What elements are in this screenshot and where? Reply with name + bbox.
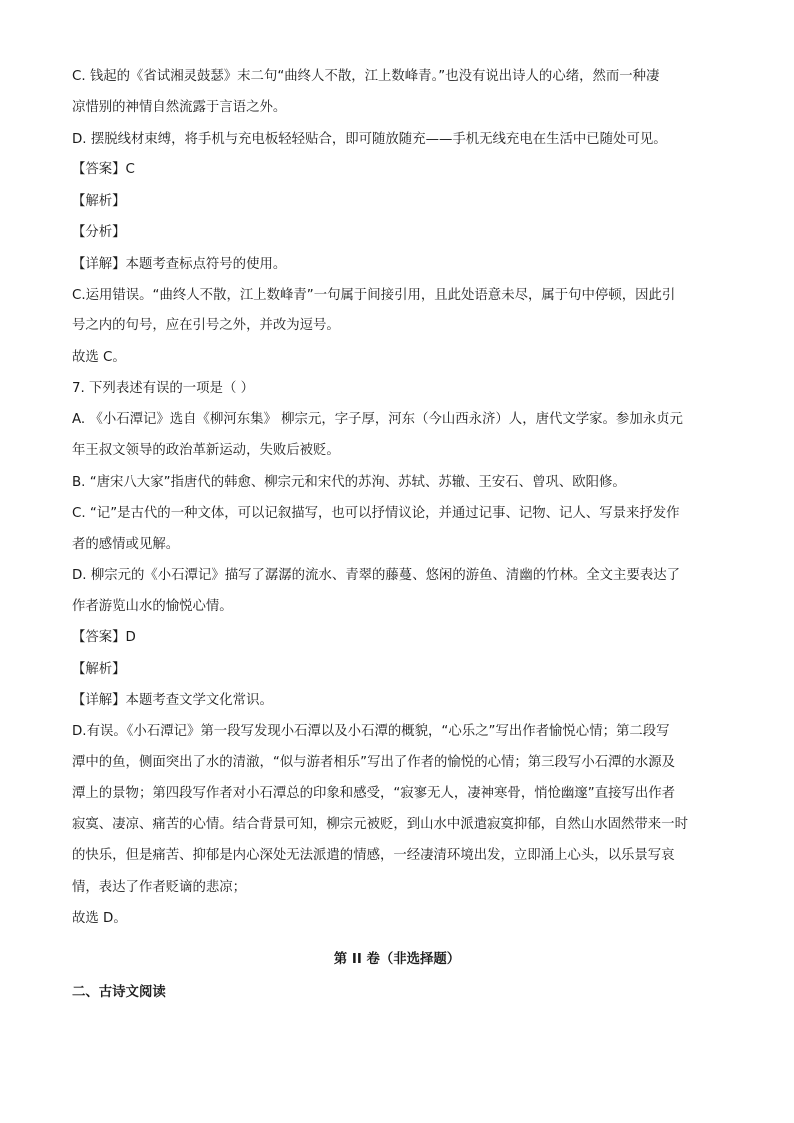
detail-line: 【详解】本题考查标点符号的使用。: [72, 257, 287, 272]
question-7-option-c-line-1: C. “记”是古代的一种文体，可以记叙描写，也可以抒情议论，并通过记事、记物、记人、写景来抒发作: [72, 506, 680, 521]
explanation-7-line-6: 情，表达了作者贬谪的悲凉；: [72, 880, 247, 895]
explanation-7-line-2: 潭中的鱼，侧面突出了水的清澈，“似与游者相乐”写出了作者的愉悦的心情；第三段写小石潭的水源及: [72, 755, 676, 770]
question-7-stem: 7. 下列表述有误的一项是（ ）: [72, 381, 254, 396]
question-7-option-b: B. “唐宋八大家”指唐代的韩愈、柳宗元和宋代的苏洵、苏轼、苏辙、王安石、曾巩、欧阳修。: [72, 475, 626, 490]
question-7-option-a-line-1: A. 《小石潭记》选自《柳河东集》 柳宗元，字子厚，河东（今山西永济）人，唐代文学家。参加永贞元: [72, 412, 683, 427]
question-7-option-d-line-1: D. 柳宗元的《小石潭记》描写了潺潺的流水、青翠的藤蔓、悠闲的游鱼、清幽的竹林。全文主要表达了: [72, 568, 681, 583]
explanation-7-line-4: 寂寞、凄凉、痛苦的心情。结合背景可知，柳宗元被贬，到山水中派遣寂寞抑郁，自然山水固然带来一时: [72, 817, 688, 832]
question-7-option-d-line-2: 作者游览山水的愉悦心情。: [72, 599, 233, 614]
answer-label-7: 【答案】D: [72, 630, 136, 645]
part-heading: 二、古诗文阅读: [72, 985, 166, 1000]
explanation-7-line-3: 潭上的景物；第四段写作者对小石潭总的印象和感受，“寂寥无人，凄神寒骨，悄怆幽邃”直接写出作者: [72, 786, 676, 801]
explanation-line-1: C.运用错误。“曲终人不散，江上数峰青”一句属于间接引用，且此处语意未尽，属于句中停顿，因此引: [72, 288, 676, 303]
conclusion-line-7: 故选 D。: [72, 911, 127, 926]
conclusion-line: 故选 C。: [72, 350, 126, 365]
explanation-7-line-5: 的快乐，但是痛苦、抑郁是内心深处无法派遣的情感，一经凄清环境出发，立即涌上心头，以乐景写哀: [72, 848, 675, 863]
explanation-7-line-1: D.有误。《小石潭记》第一段写发现小石潭以及小石潭的概貌，“心乐之”写出作者愉悦心情；第二段写: [72, 724, 670, 739]
fenxi-label: 【分析】: [72, 225, 126, 240]
option-d-line: D. 摆脱线材束缚，将手机与充电板轻轻贴合，即可随放随充——手机无线充电在生活中已随处可见。: [72, 132, 667, 147]
question-7-option-c-line-2: 者的感情或见解。: [72, 537, 180, 552]
option-c-line-2: 凉惜别的神情自然流露于言语之外。: [72, 100, 287, 115]
question-7-option-a-line-2: 年王叔文领导的政治革新运动，失败后被贬。: [72, 443, 340, 458]
answer-label: 【答案】C: [72, 162, 135, 177]
analysis-label-7: 【解析】: [72, 662, 126, 677]
analysis-label: 【解析】: [72, 194, 126, 209]
section-title: 第 II 卷（非选择题）: [333, 952, 461, 967]
detail-line-7: 【详解】本题考查文学文化常识。: [72, 693, 273, 708]
option-c-line-1: C. 钱起的《省试湘灵鼓瑟》末二句“曲终人不散，江上数峰青。”也没有说出诗人的心绪，然而一种凄: [72, 69, 660, 84]
explanation-line-2: 号之内的句号，应在引号之外，并改为逗号。: [72, 318, 340, 333]
